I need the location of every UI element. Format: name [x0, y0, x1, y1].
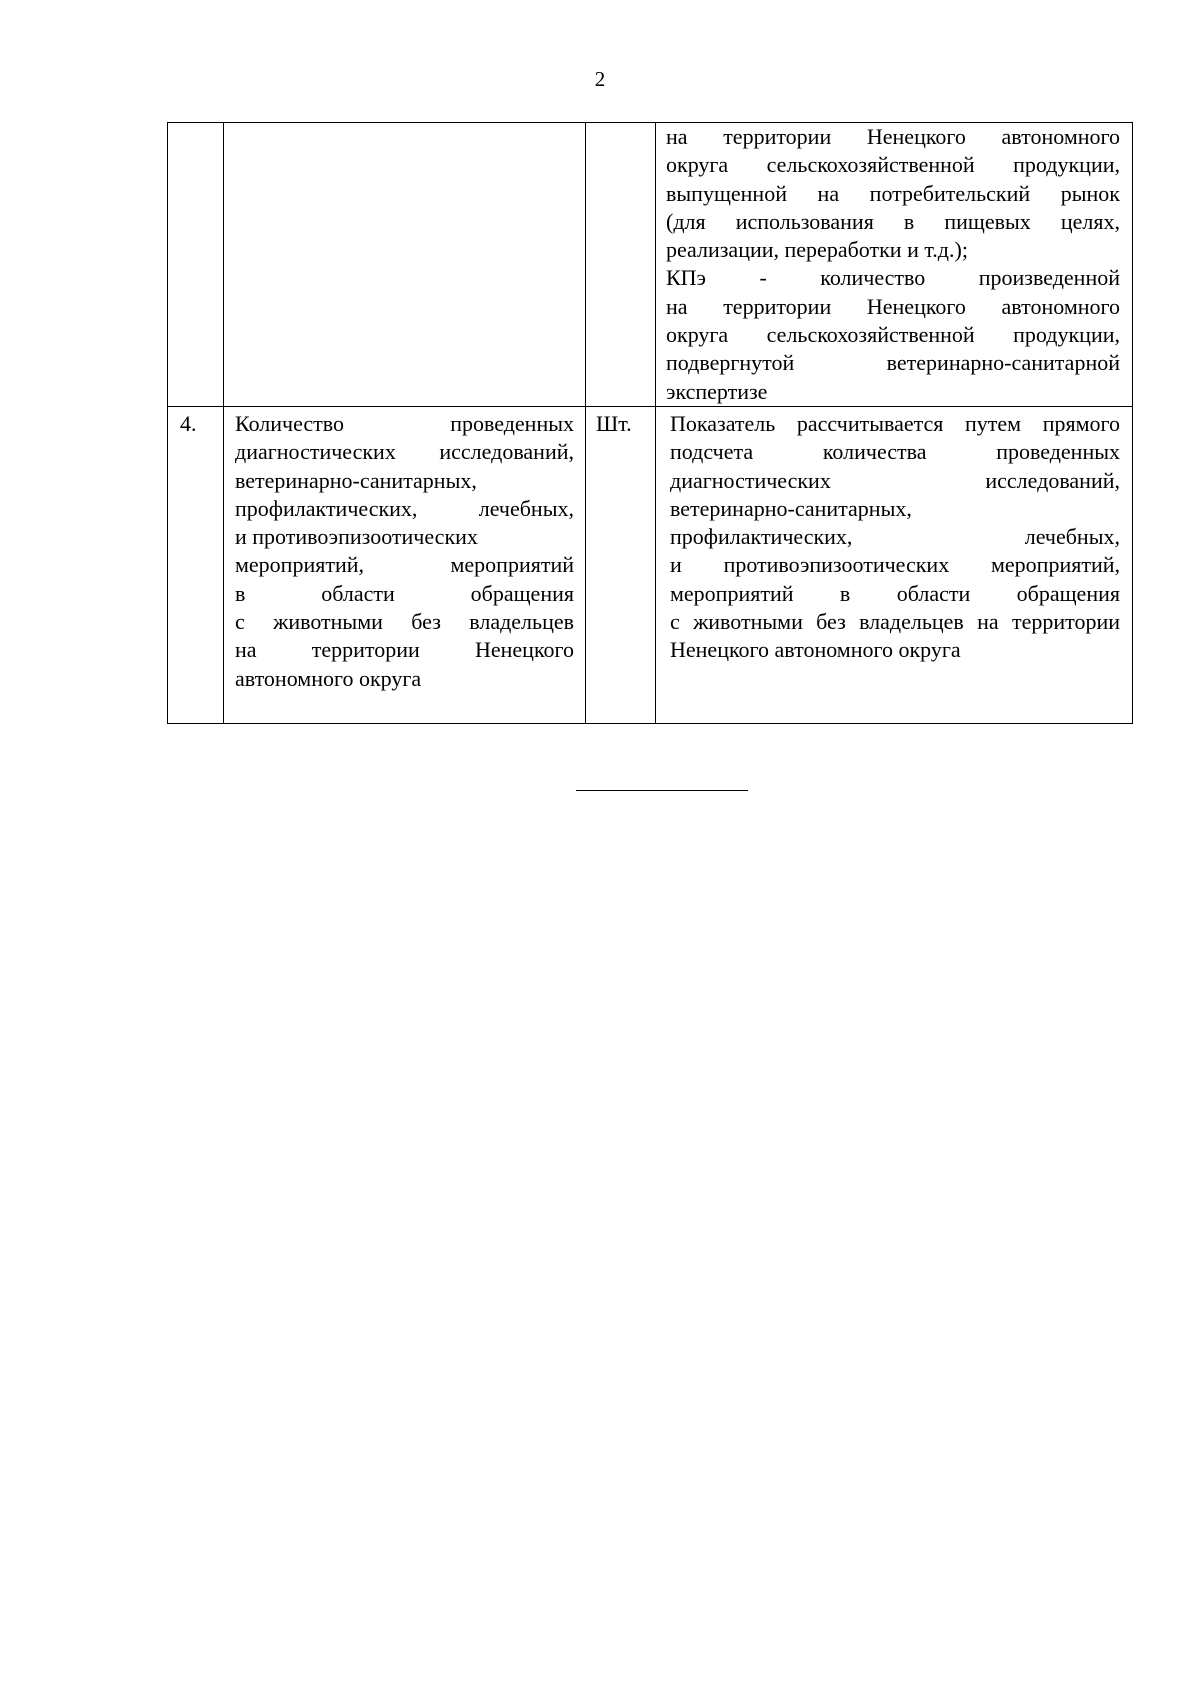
text-line: Ненецкого автономного округа	[670, 637, 961, 663]
text-line: на территории Ненецкого	[235, 637, 574, 663]
text-line: профилактических, лечебных,	[670, 524, 1120, 550]
text-line: в области обращения	[235, 580, 574, 606]
indicators-table	[167, 122, 1133, 724]
table-row	[168, 406, 1133, 723]
calculation-method-cell	[656, 406, 1133, 723]
text-line: экспертизе	[666, 378, 768, 404]
text-line: автономного округа	[235, 665, 422, 691]
text-line: ветеринарно-санитарных,	[670, 495, 912, 521]
unit-cell: Шт.	[586, 406, 656, 723]
text-line: округа сельскохозяйственной продукции,	[666, 322, 1120, 348]
indicator-name-cell	[224, 123, 586, 407]
end-of-document-rule	[576, 790, 748, 791]
text-line: ветеринарно-санитарных,	[235, 467, 477, 493]
text-line: с животными без владельцев на территории	[670, 609, 1120, 635]
row-number-cell: 4.	[168, 406, 224, 723]
page-number: 2	[594, 67, 606, 91]
text-line: Количество проведенных	[235, 410, 574, 436]
unit-cell	[586, 123, 656, 407]
text-line: реализации, переработки и т.д.);	[666, 237, 968, 263]
row-number-cell	[168, 123, 224, 407]
text-line: диагностических исследований,	[235, 439, 574, 465]
text-line: Показатель рассчитывается путем прямого	[670, 410, 1120, 436]
text-line: мероприятий, мероприятий	[235, 552, 574, 578]
text-line: профилактических, лечебных,	[235, 495, 574, 521]
text-line: на территории Ненецкого автономного	[666, 293, 1120, 319]
text-line: (для использования в пищевых целях,	[666, 208, 1120, 234]
text-line: мероприятий в области обращения	[670, 580, 1120, 606]
text-line: на территории Ненецкого автономного	[666, 124, 1120, 149]
indicator-name-cell	[224, 406, 586, 723]
text-line: подвергнутой ветеринарно-санитарной	[666, 350, 1120, 376]
text-line: выпущенной на потребительский рынок	[666, 180, 1120, 206]
text-line: подсчета количества проведенных	[670, 439, 1120, 465]
text-line: диагностических исследований,	[670, 467, 1120, 493]
text-line: округа сельскохозяйственной продукции,	[666, 152, 1120, 178]
calculation-method-cell	[656, 123, 1133, 407]
text-line: с животными без владельцев	[235, 609, 574, 635]
text-line: КПэ - количество произведенной	[666, 265, 1120, 291]
text-line: и противоэпизоотических	[235, 524, 478, 550]
text-line: и противоэпизоотических мероприятий,	[670, 552, 1120, 578]
table-row	[168, 123, 1133, 407]
